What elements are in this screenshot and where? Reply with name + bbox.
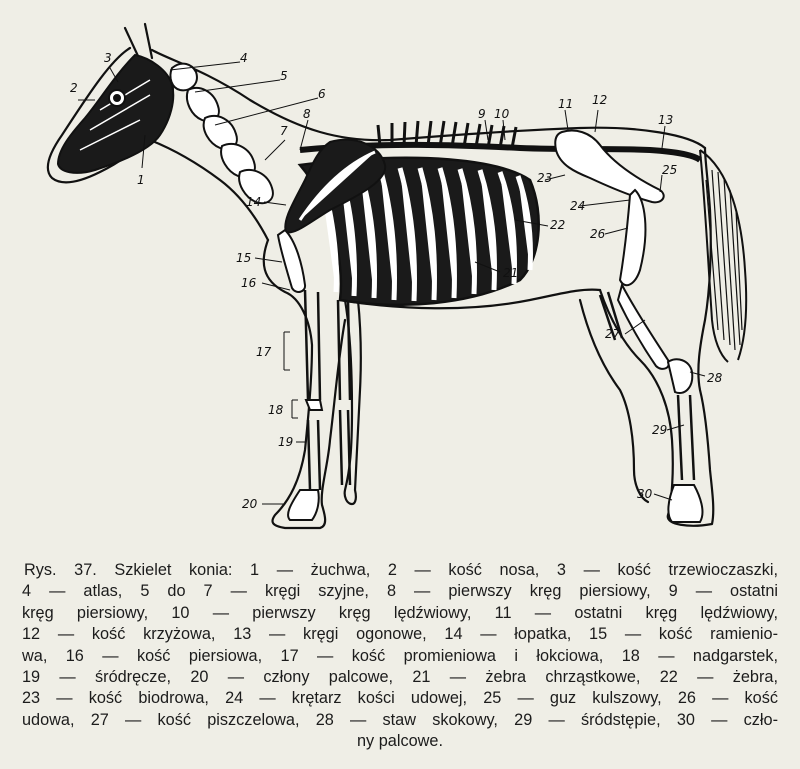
label-21: 21 <box>503 266 519 280</box>
rear-leg-bones <box>600 190 702 522</box>
label-18: 18 <box>268 403 284 417</box>
caption-line: wa, 16 — kość piersiowa, 17 — kość promieniowa i łokciowa, 18 — nadgarstek, <box>22 646 778 665</box>
label-17: 17 <box>256 345 272 359</box>
label-30: 30 <box>637 487 653 501</box>
label-22: 22 <box>550 218 566 232</box>
caption-line: Rys. 37. Szkielet konia: 1 — żuchwa, 2 — kość nosa, 3 — kość trzewioczaszki, <box>24 561 778 579</box>
label-9: 9 <box>478 107 486 121</box>
label-14: 14 <box>246 195 262 209</box>
label-29: 29 <box>652 423 668 437</box>
label-1: 1 <box>137 173 145 187</box>
label-7: 7 <box>280 124 288 138</box>
caption-line: 4 — atlas, 5 do 7 — kręgi szyjne, 8 — pierwszy kręg piersiowy, 9 — ostatni <box>22 582 778 601</box>
label-16: 16 <box>241 276 257 290</box>
label-13: 13 <box>658 113 674 127</box>
label-6: 6 <box>318 87 326 101</box>
label-23: 23 <box>537 171 553 185</box>
label-27: 27 <box>605 327 621 341</box>
label-28: 28 <box>707 371 723 385</box>
label-12: 12 <box>592 93 608 107</box>
pelvis <box>555 131 663 203</box>
caption-line: udowa, 27 — kość piszczelowa, 28 — staw skokowy, 29 — śródstępie, 30 — czło- <box>22 710 778 729</box>
caption-line: 23 — kość biodrowa, 24 — krętarz kości udowej, 25 — guz kulszowy, 26 — kość <box>22 689 778 708</box>
figure-caption <box>22 560 778 753</box>
label-11: 11 <box>558 97 574 111</box>
label-26: 26 <box>590 227 606 241</box>
label-3: 3 <box>104 51 112 65</box>
caption-line: 12 — kość krzyżowa, 13 — kręgi ogonowe, 14 — łopatka, 15 — kość ramienio- <box>22 625 778 644</box>
caption-line: ny palcowe. <box>357 732 443 751</box>
label-20: 20 <box>242 497 258 511</box>
label-5: 5 <box>280 69 288 83</box>
label-8: 8 <box>303 107 311 121</box>
label-15: 15 <box>236 251 252 265</box>
label-25: 25 <box>662 163 678 177</box>
caption-line: 19 — śródręcze, 20 — człony palcowe, 21 — żebra chrząstkowe, 22 — żebra, <box>22 668 778 687</box>
front-leg-bones <box>278 230 350 520</box>
caption-line: kręg piersiowy, 10 — pierwszy kręg lędźwiowy, 11 — ostatni kręg lędźwiowy, <box>22 603 778 622</box>
label-4: 4 <box>240 51 248 65</box>
label-10: 10 <box>494 107 510 121</box>
label-24: 24 <box>570 199 586 213</box>
label-2: 2 <box>70 81 78 95</box>
label-19: 19 <box>278 435 294 449</box>
